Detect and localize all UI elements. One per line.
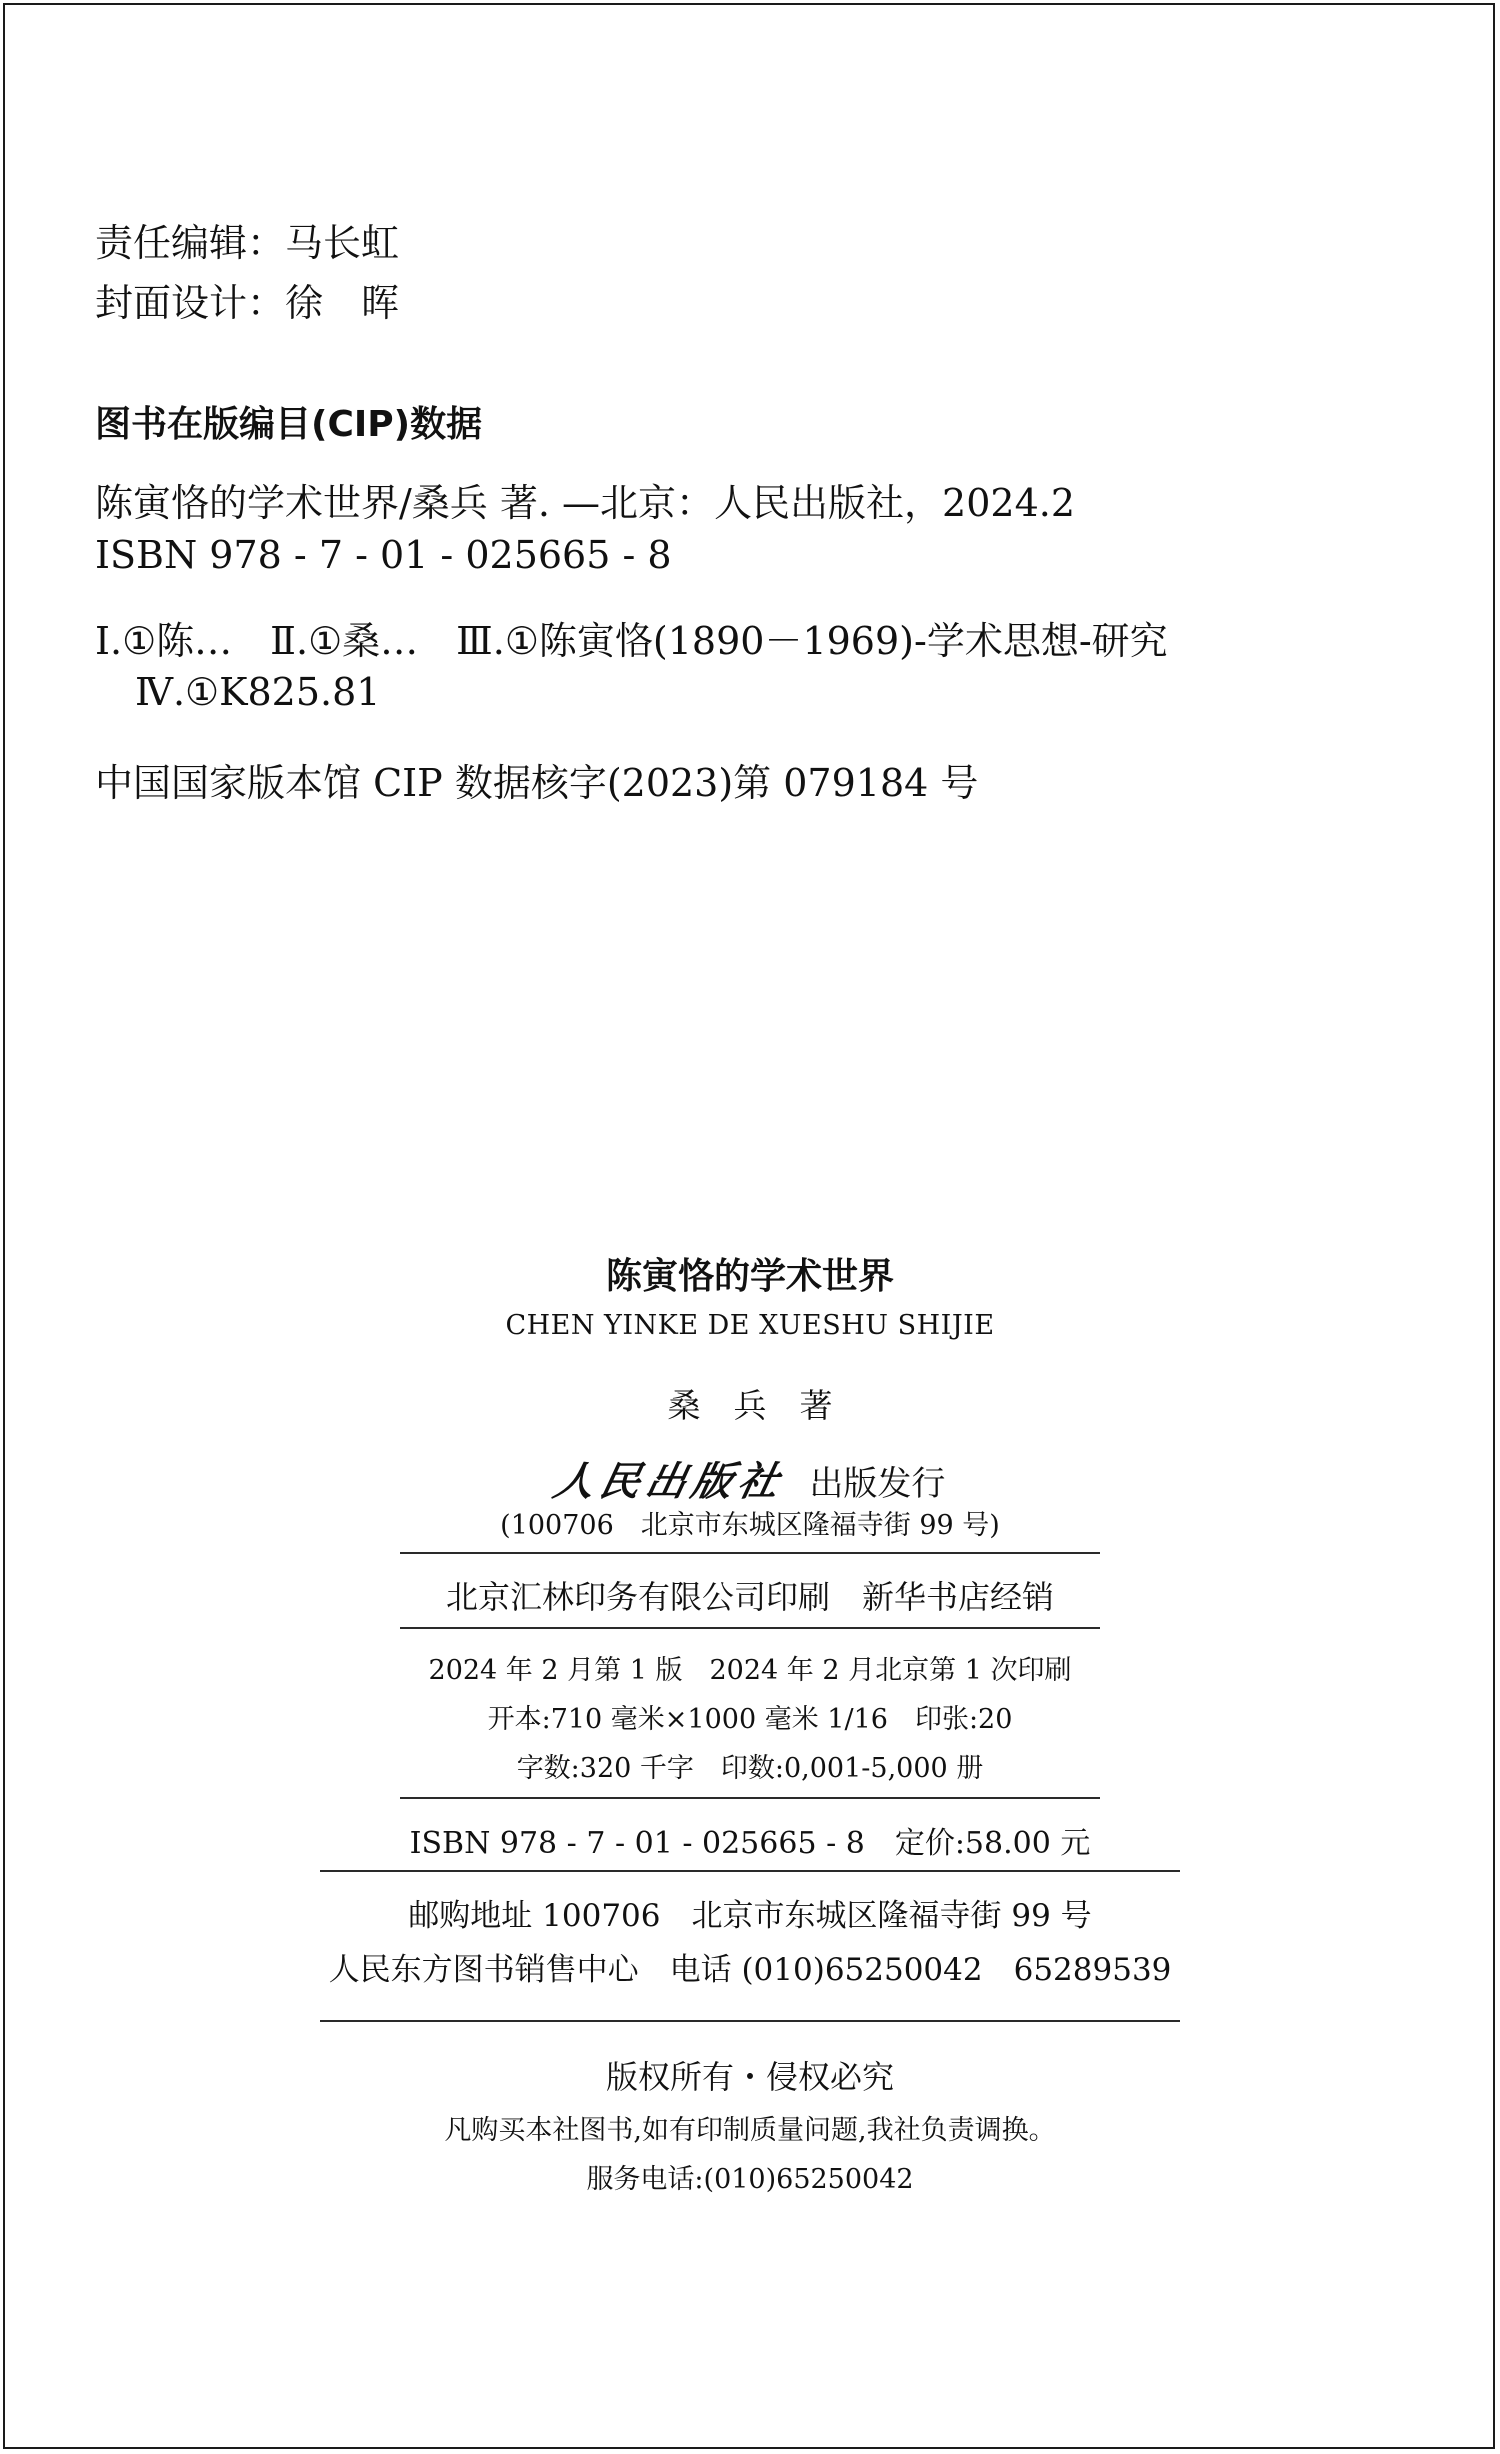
divider-4 xyxy=(320,1870,1180,1872)
divider-1 xyxy=(400,1552,1100,1554)
cover-design: 封面设计：徐 晖 xyxy=(95,281,400,325)
cip-heading: 图书在版编目(CIP)数据 xyxy=(95,404,483,445)
printing-info: 北京汇林印务有限公司印刷 新华书店经销 xyxy=(445,1578,1054,1616)
divider-3 xyxy=(400,1797,1100,1799)
edition-info: 2024 年 2 月第 1 版 2024 年 2 月北京第 1 次印刷 xyxy=(428,1655,1072,1686)
divider-2 xyxy=(400,1627,1100,1629)
author: 桑 兵 著 xyxy=(667,1386,833,1425)
wordcount-info: 字数:320 千字 印数:0,001-5,000 册 xyxy=(516,1753,984,1784)
format-info: 开本:710 毫米×1000 毫米 1/16 印张:20 xyxy=(487,1704,1013,1735)
cip-number: 中国国家版本馆 CIP 数据核字(2023)第 079184 号 xyxy=(95,761,979,805)
cip-isbn-line: ISBN 978 - 7 - 01 - 025665 - 8 xyxy=(95,533,672,577)
book-title-pinyin: CHEN YINKE DE XUESHU SHIJIE xyxy=(505,1310,995,1341)
cip-title-line: 陈寅恪的学术世界/桑兵 著. —北京：人民出版社，2024.2 xyxy=(95,481,1076,525)
responsible-editor: 责任编辑：马长虹 xyxy=(95,221,400,265)
book-title: 陈寅恪的学术世界 xyxy=(605,1256,894,1297)
service-phone: 服务电话:(010)65250042 xyxy=(586,2164,914,2195)
publisher-line xyxy=(0,1450,1500,1507)
quality-notice: 凡购买本社图书,如有印制质量问题,我社负责调换。 xyxy=(444,2115,1056,2146)
sales-center: 人民东方图书销售中心 电话 (010)65250042 65289539 xyxy=(328,1952,1172,1988)
cip-class-line-1: Ⅰ.①陈… Ⅱ.①桑… Ⅲ.①陈寅恪(1890－1969)-学术思想-研究 xyxy=(95,619,1168,663)
publisher-suffix: 出版发行 xyxy=(809,1464,946,1504)
cip-class-line-2: Ⅳ.①K825.81 xyxy=(135,670,381,714)
rights-notice: 版权所有・侵权必究 xyxy=(605,2058,894,2096)
mail-address: 邮购地址 100706 北京市东城区隆福寺街 99 号 xyxy=(408,1898,1092,1934)
isbn-price: ISBN 978 - 7 - 01 - 025665 - 8 定价:58.00 元 xyxy=(409,1826,1091,1861)
divider-5 xyxy=(320,2020,1180,2022)
publisher-logo: 人民出版社 xyxy=(548,1458,789,1505)
publisher-address: (100706 北京市东城区隆福寺街 99 号) xyxy=(500,1510,1000,1541)
